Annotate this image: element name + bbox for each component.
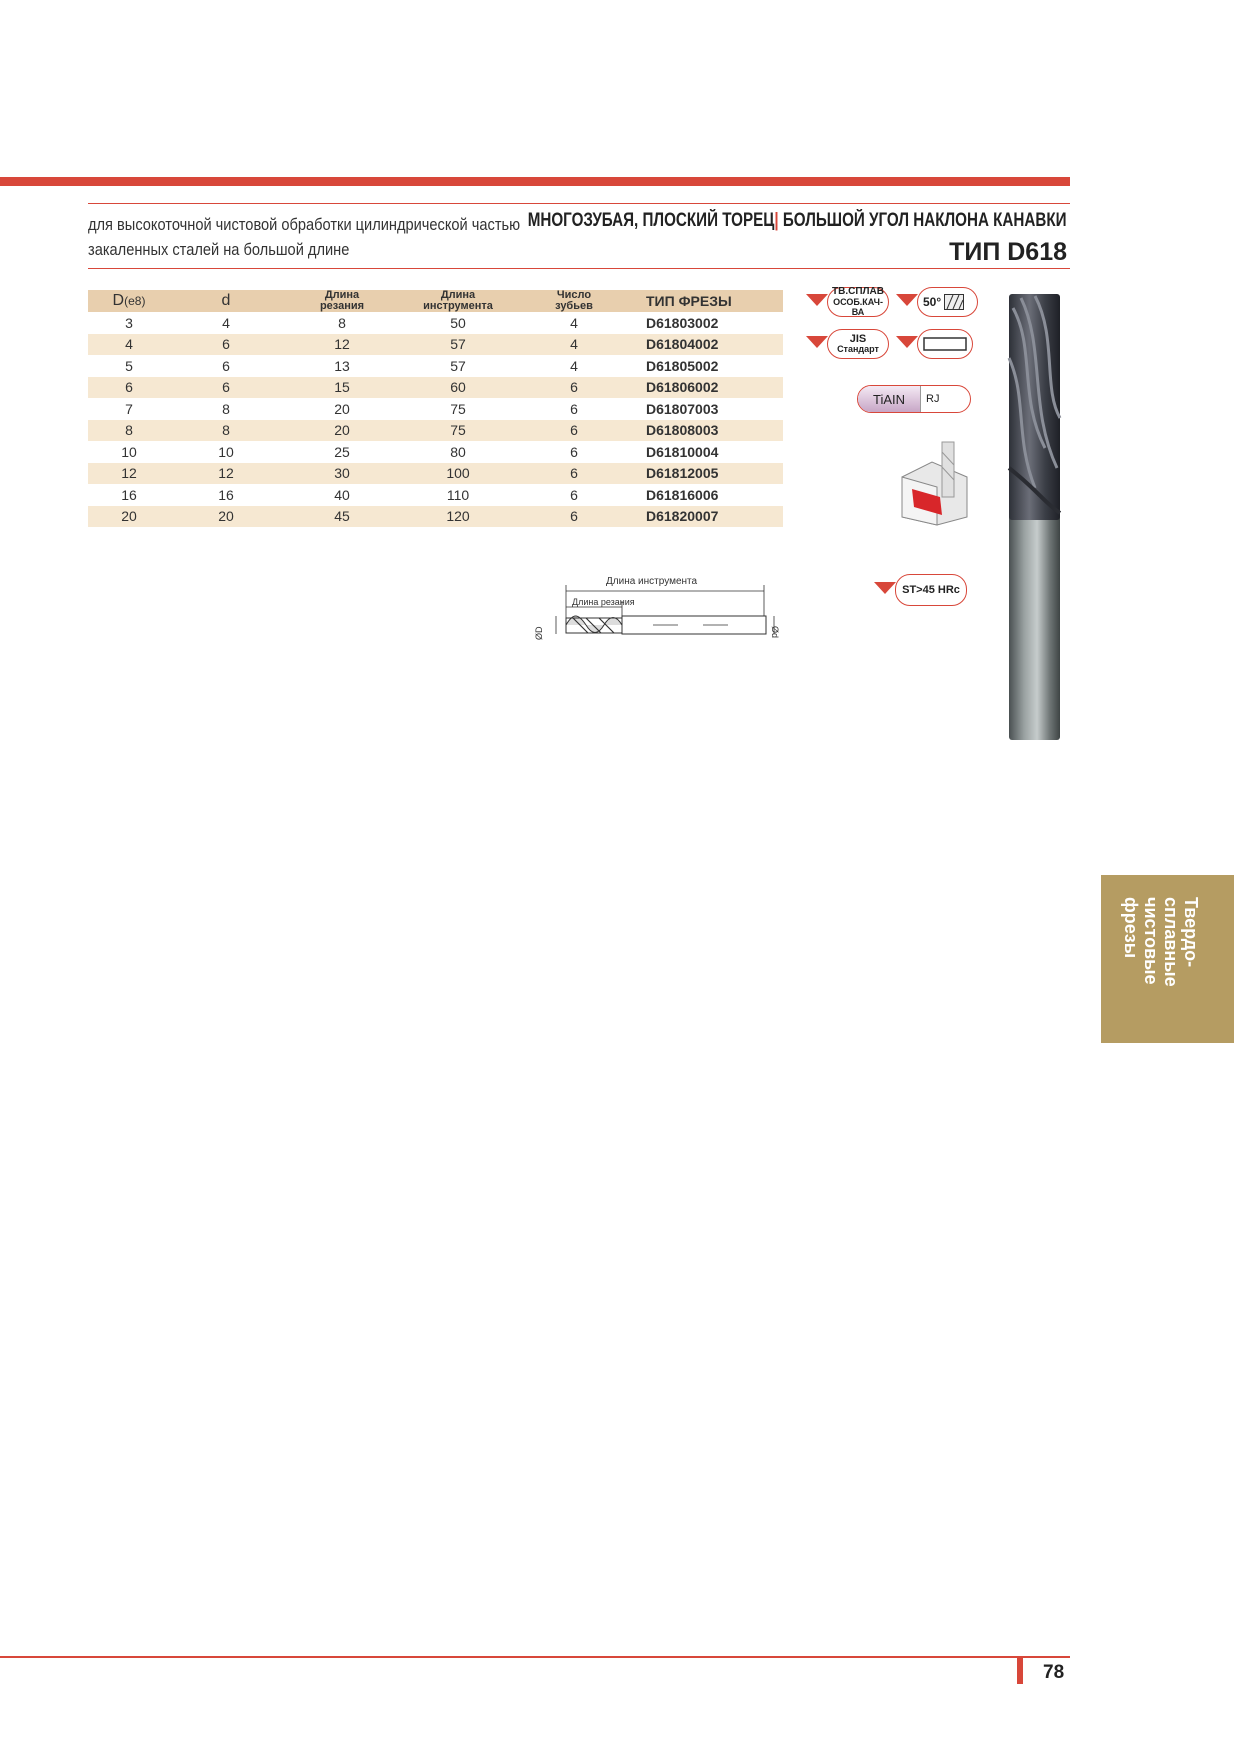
cell-type-code: D61816006 <box>634 484 783 506</box>
cell-d: 6 <box>170 334 282 356</box>
cell-d: 12 <box>170 463 282 485</box>
cell-D: 6 <box>88 377 170 399</box>
header-rule-top <box>88 203 1070 204</box>
cell-teeth: 6 <box>514 441 634 463</box>
cell-D: 12 <box>88 463 170 485</box>
subtitle-line-1: для высокоточной чистовой обработки цилиндрической частью <box>88 215 521 234</box>
cell-D: 4 <box>88 334 170 356</box>
cell-cut-length: 20 <box>282 420 402 442</box>
cell-d: 20 <box>170 506 282 528</box>
subtitle <box>88 212 521 262</box>
header-cut-length: Длина резания <box>282 290 402 312</box>
dia-D-label: ØD <box>534 626 544 640</box>
end-mill-image <box>1005 288 1065 748</box>
flat-shank-icon <box>923 337 967 351</box>
cell-type-code: D61806002 <box>634 377 783 399</box>
table-row <box>88 398 783 420</box>
cell-type-code: D61808003 <box>634 420 783 442</box>
cell-d: 8 <box>170 398 282 420</box>
cell-teeth: 4 <box>514 312 634 334</box>
cell-tool-length: 60 <box>402 377 514 399</box>
header-D: D(e8) <box>88 290 170 312</box>
header-rule-bottom <box>88 268 1070 269</box>
table-row <box>88 312 783 334</box>
cell-teeth: 6 <box>514 420 634 442</box>
cell-D: 8 <box>88 420 170 442</box>
arrow-marker-icon <box>896 336 918 348</box>
cell-cut-length: 25 <box>282 441 402 463</box>
cell-tool-length: 75 <box>402 398 514 420</box>
jis-standard-badge: JIS Стандарт <box>827 329 889 359</box>
cell-tool-length: 75 <box>402 420 514 442</box>
headline-right: БОЛЬШОЙ УГОЛ НАКЛОНА КАНАВКИ <box>779 210 1067 231</box>
coating-name: TiAIN <box>858 386 921 412</box>
cell-teeth: 4 <box>514 334 634 356</box>
cell-tool-length: 120 <box>402 506 514 528</box>
cell-cut-length: 40 <box>282 484 402 506</box>
arrow-marker-icon <box>806 336 828 348</box>
helix-icon <box>944 294 964 310</box>
flat-end-badge <box>917 329 973 359</box>
cut-length-label: Длина резания <box>572 597 635 607</box>
coating-type: RJ <box>926 393 940 405</box>
cell-type-code: D61805002 <box>634 355 783 377</box>
cell-tool-length: 57 <box>402 355 514 377</box>
cell-type-code: D61812005 <box>634 463 783 485</box>
page-number-bar <box>1017 1658 1023 1684</box>
cell-type-code: D61820007 <box>634 506 783 528</box>
table-row <box>88 441 783 463</box>
cell-tool-length: 80 <box>402 441 514 463</box>
cell-d: 6 <box>170 355 282 377</box>
headline <box>528 210 1067 232</box>
section-side-tab <box>1101 875 1234 1043</box>
dia-d-label: Ød <box>770 626 780 639</box>
page-number: 78 <box>1043 1662 1065 1683</box>
headline-left: МНОГОЗУБАЯ, ПЛОСКИЙ ТОРЕЦ <box>528 210 775 231</box>
cell-d: 4 <box>170 312 282 334</box>
cell-teeth: 6 <box>514 506 634 528</box>
cell-D: 20 <box>88 506 170 528</box>
coating-badge <box>857 385 971 413</box>
header-d: d <box>170 290 282 312</box>
footer-rule <box>0 1656 1070 1658</box>
table-row <box>88 484 783 506</box>
cell-tool-length: 110 <box>402 484 514 506</box>
arrow-marker-icon <box>874 582 896 594</box>
tool-length-label: Длина инструмента <box>606 576 698 587</box>
cell-cut-length: 8 <box>282 312 402 334</box>
cell-cut-length: 45 <box>282 506 402 528</box>
table-header-row <box>88 290 783 312</box>
cell-cut-length: 15 <box>282 377 402 399</box>
helix-angle-badge <box>917 287 978 317</box>
arrow-marker-icon <box>896 294 918 306</box>
profile-milling-icon <box>892 437 980 527</box>
cell-type-code: D61803002 <box>634 312 783 334</box>
table-row <box>88 420 783 442</box>
cell-d: 10 <box>170 441 282 463</box>
cell-cut-length: 12 <box>282 334 402 356</box>
type-title: ТИП D618 <box>949 238 1067 266</box>
cell-cut-length: 13 <box>282 355 402 377</box>
cell-D: 10 <box>88 441 170 463</box>
side-tab-text: Твердо- сплавные чистовые фрезы <box>1121 897 1201 987</box>
cell-D: 16 <box>88 484 170 506</box>
cell-D: 3 <box>88 312 170 334</box>
table-row <box>88 377 783 399</box>
table-row <box>88 355 783 377</box>
cell-d: 8 <box>170 420 282 442</box>
cell-D: 5 <box>88 355 170 377</box>
hardness-badge: ST>45 HRc <box>895 574 967 606</box>
cell-tool-length: 100 <box>402 463 514 485</box>
helix-angle-value: 50° <box>923 295 942 309</box>
cell-d: 6 <box>170 377 282 399</box>
top-accent-bar <box>0 177 1070 186</box>
cell-teeth: 4 <box>514 355 634 377</box>
cell-tool-length: 50 <box>402 312 514 334</box>
header-type: ТИП ФРЕЗЫ <box>634 290 783 312</box>
carbide-grade-badge: ТВ.СПЛАВ ОСОБ.КАЧ-ВА <box>827 287 889 317</box>
header-teeth: Число зубьев <box>514 290 634 312</box>
cell-teeth: 6 <box>514 463 634 485</box>
headline-separator: | <box>774 210 780 231</box>
table-row <box>88 334 783 356</box>
subtitle-line-2: закаленных сталей на большой длине <box>88 240 350 259</box>
cell-tool-length: 57 <box>402 334 514 356</box>
cell-type-code: D61807003 <box>634 398 783 420</box>
header-tool-length: Длина инструмента <box>402 290 514 312</box>
cell-type-code: D61804002 <box>634 334 783 356</box>
table-row <box>88 506 783 528</box>
cell-cut-length: 30 <box>282 463 402 485</box>
cell-type-code: D61810004 <box>634 441 783 463</box>
spec-table <box>88 290 783 527</box>
cell-d: 16 <box>170 484 282 506</box>
cell-cut-length: 20 <box>282 398 402 420</box>
cell-teeth: 6 <box>514 377 634 399</box>
arrow-marker-icon <box>806 294 828 306</box>
cell-teeth: 6 <box>514 484 634 506</box>
cell-D: 7 <box>88 398 170 420</box>
cell-teeth: 6 <box>514 398 634 420</box>
table-row <box>88 463 783 485</box>
